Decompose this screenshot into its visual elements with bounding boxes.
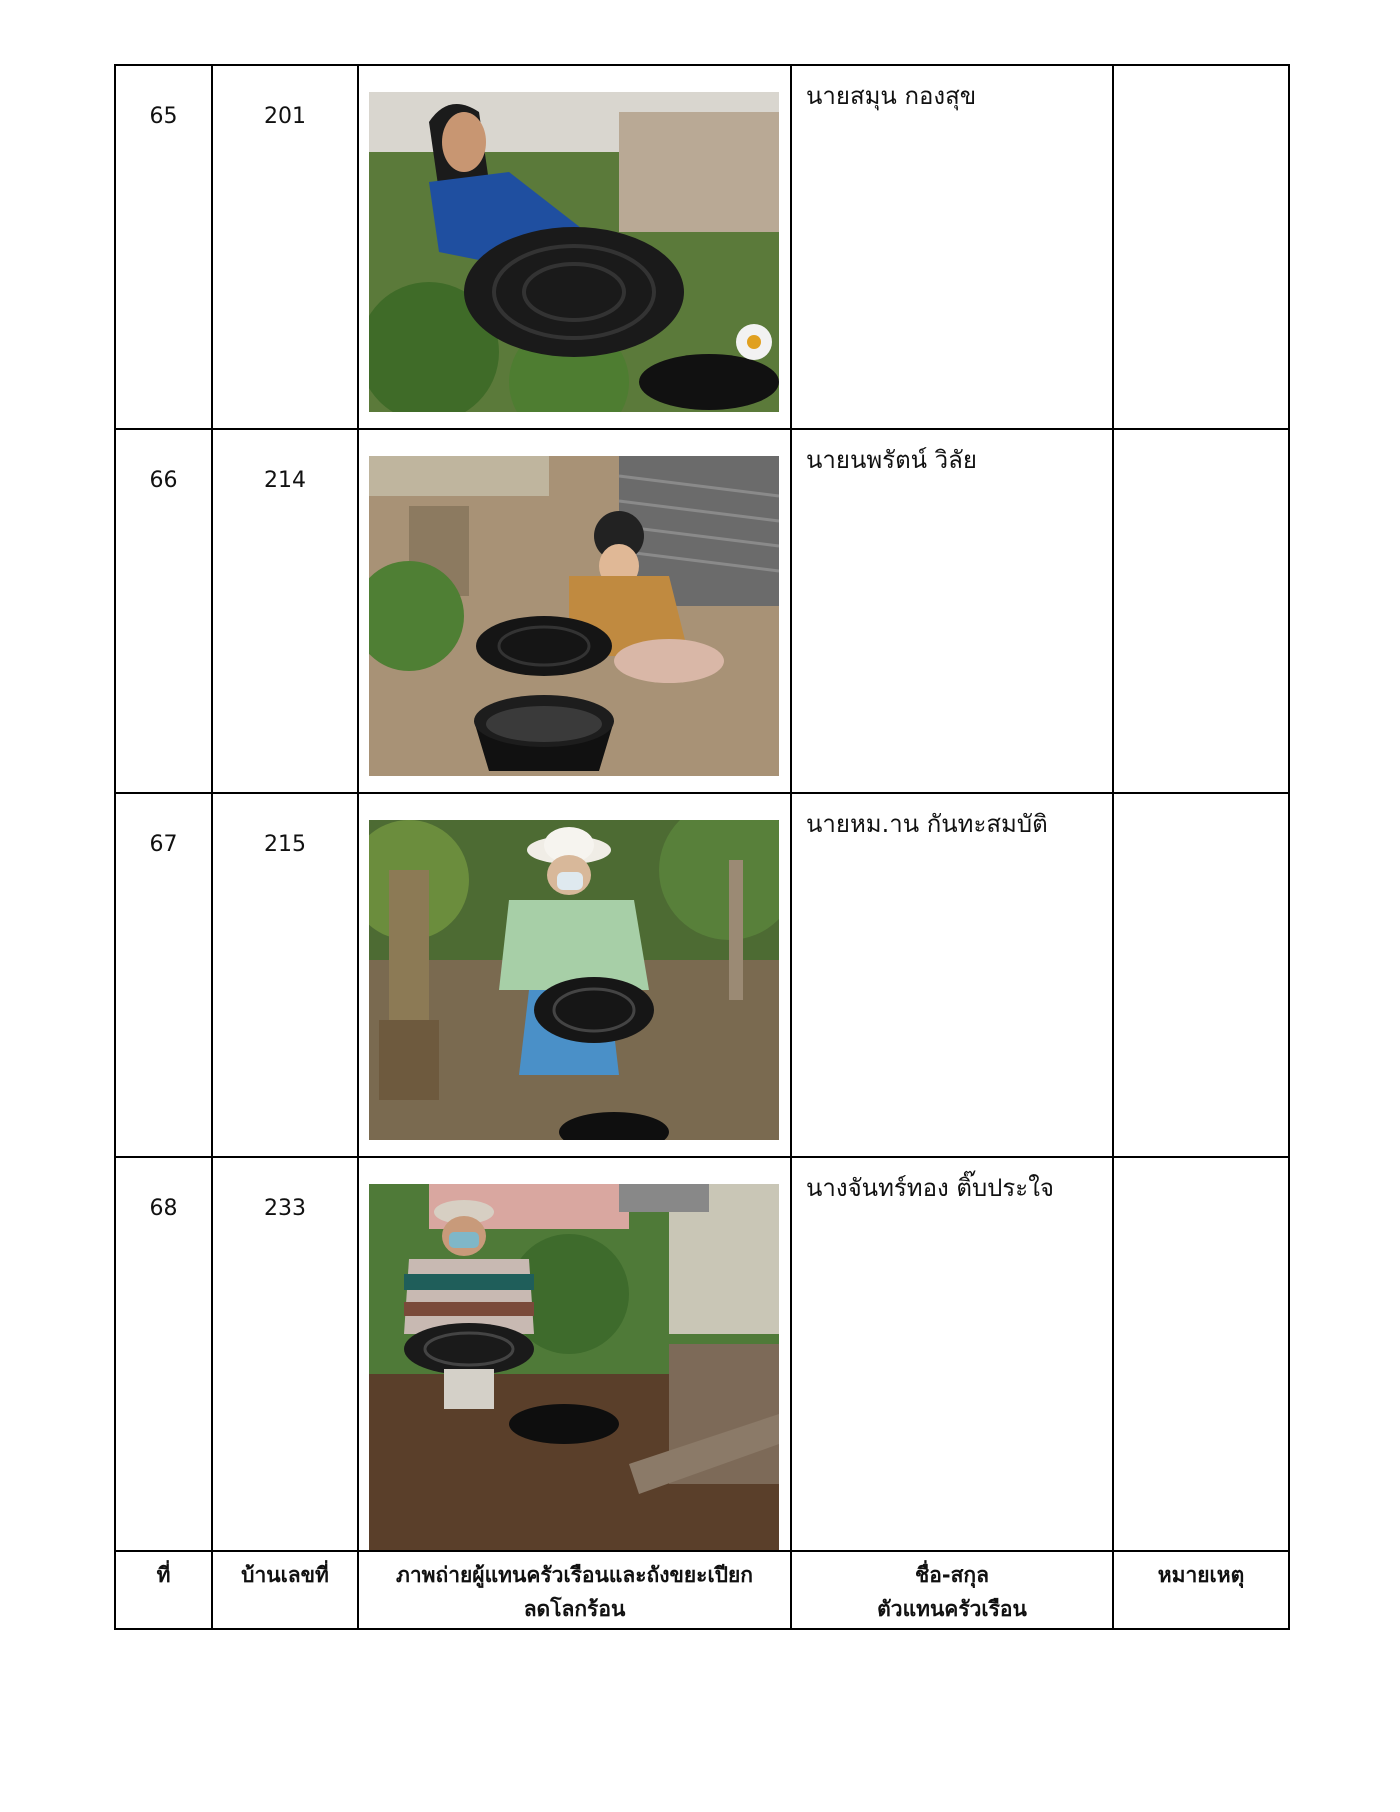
house-number: 233 <box>212 1157 358 1551</box>
house-number: 201 <box>212 65 358 429</box>
remark-cell <box>1113 793 1289 1157</box>
household-representative-name: นายหม.าน กันทะสมบัติ <box>791 793 1113 1157</box>
house-number: 215 <box>212 793 358 1157</box>
remark-cell <box>1113 429 1289 793</box>
row-number: 68 <box>115 1157 212 1551</box>
household-table <box>114 64 1290 1630</box>
house-number: 214 <box>212 429 358 793</box>
header-house-number: บ้านเลขที่ <box>212 1551 358 1629</box>
table-row <box>115 793 1289 1157</box>
header-name <box>791 1551 1113 1629</box>
header-photo-line2: ลดโลกร้อน <box>523 1597 626 1621</box>
header-number: ที่ <box>115 1551 212 1629</box>
row-number: 66 <box>115 429 212 793</box>
photo-woman-standing-by-bin <box>369 1184 779 1550</box>
header-photo-line1: ภาพถ่ายผู้แทนครัวเรือนและถังขยะเปียก <box>396 1563 753 1587</box>
row-number: 67 <box>115 793 212 1157</box>
header-remark: หมายเหตุ <box>1113 1551 1289 1629</box>
header-name-line1: ชื่อ-สกุล <box>915 1563 989 1587</box>
photo-woman-in-hat-holding-lid <box>369 820 779 1140</box>
header-photo <box>358 1551 791 1629</box>
table-row <box>115 429 1289 793</box>
header-name-line2: ตัวแทนครัวเรือน <box>877 1597 1027 1621</box>
photo-woman-holding-bin-lid <box>369 92 779 412</box>
remark-cell <box>1113 1157 1289 1551</box>
household-representative-name: นายนพรัตน์ วิลัย <box>791 429 1113 793</box>
household-representative-name: นางจันทร์ทอง ติ๊บประใจ <box>791 1157 1113 1551</box>
table-header-row <box>115 1551 1289 1629</box>
table-row <box>115 65 1289 429</box>
remark-cell <box>1113 65 1289 429</box>
row-number: 65 <box>115 65 212 429</box>
table-row <box>115 1157 1289 1551</box>
photo-woman-kneeling-by-bin <box>369 456 779 776</box>
household-representative-name: นายสมุน กองสุข <box>791 65 1113 429</box>
